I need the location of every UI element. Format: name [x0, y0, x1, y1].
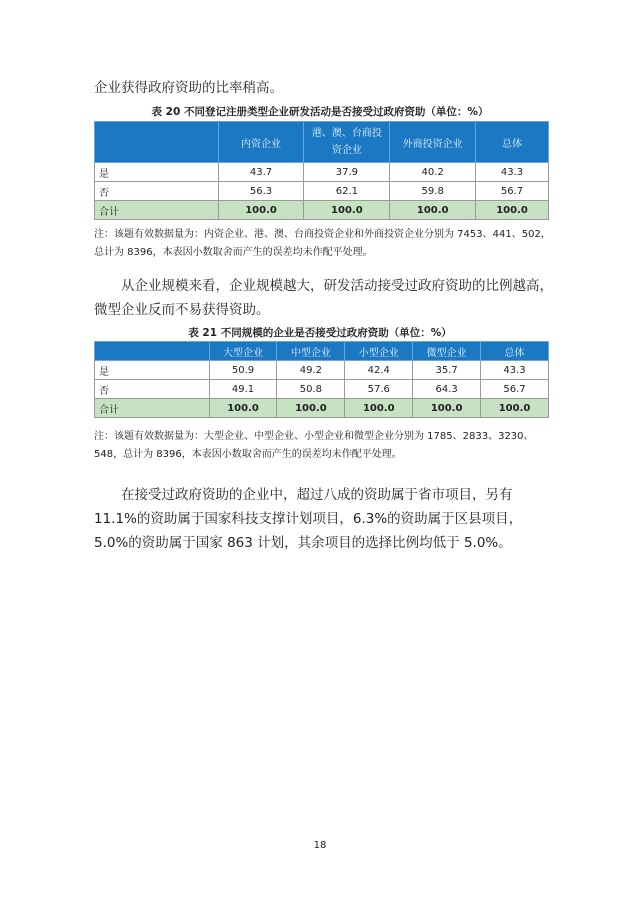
row-label: 合计	[95, 201, 219, 220]
header-cell: 内资企业	[218, 122, 304, 163]
table-row	[95, 163, 549, 182]
table-cell: 64.3	[413, 380, 481, 399]
table-cell: 35.7	[413, 361, 481, 380]
table-header-row	[95, 122, 549, 163]
table-cell: 100.0	[209, 399, 277, 418]
table-cell: 59.8	[390, 182, 476, 201]
row-label: 合计	[95, 399, 210, 418]
table-cell: 100.0	[390, 201, 476, 220]
row-label: 是	[95, 163, 219, 182]
table-21-caption: 表 21 不同规模的企业是否接受过政府资助（单位：%）	[188, 327, 452, 339]
table-cell: 57.6	[345, 380, 413, 399]
scale-paragraph: 从企业规模来看，企业规模越大，研发活动接受过政府资助的比例越高，微型企业反而不易获得资助。	[94, 278, 553, 318]
table-cell: 50.9	[209, 361, 277, 380]
table-cell: 40.2	[390, 163, 476, 182]
header-cell: 大型企业	[209, 342, 277, 361]
header-cell: 小型企业	[345, 342, 413, 361]
funding-paragraph: 在接受过政府资助的企业中，超过八成的资助属于省市项目，另有 11.1%的资助属于国家科技支撑计划项目，6.3%的资助属于区县项目，5.0%的资助属于国家 863 计划，其余项目的选择比例均低于 5.0%。	[94, 487, 523, 551]
table-total-row	[95, 399, 549, 418]
page-number: 18	[313, 840, 327, 851]
row-label: 是	[95, 361, 210, 380]
table-row	[95, 361, 549, 380]
table-cell: 43.7	[218, 163, 304, 182]
header-cell: 总体	[476, 122, 549, 163]
table-cell: 49.1	[209, 380, 277, 399]
header-cell: 港、澳、台商投资企业	[304, 122, 390, 163]
row-label: 否	[95, 182, 219, 201]
intro-paragraph: 企业获得政府资助的比率稍高。	[94, 80, 283, 96]
table-cell: 100.0	[413, 399, 481, 418]
header-cell: 微型企业	[413, 342, 481, 361]
table-cell: 100.0	[481, 399, 549, 418]
table-cell: 62.1	[304, 182, 390, 201]
table-cell: 37.9	[304, 163, 390, 182]
header-cell: 中型企业	[277, 342, 345, 361]
row-label: 否	[95, 380, 210, 399]
table-20-note: 注：该题有效数据量为：内资企业、港、澳、台商投资企业和外商投资企业分别为 7453、441、502，总计为 8396，本表因小数取舍而产生的误差均未作配平处理。	[94, 229, 551, 258]
table-cell: 56.7	[476, 182, 549, 201]
table-cell: 43.3	[481, 361, 549, 380]
table-21-note: 注：该题有效数据量为：大型企业、中型企业、小型企业和微型企业分别为 1785、2833、3230、548，总计为 8396，本表因小数取舍而产生的误差均未作配平处理。	[94, 431, 534, 460]
table-20-caption: 表 20 不同登记注册类型企业研发活动是否接受过政府资助（单位：%）	[151, 106, 489, 118]
header-cell: 外商投资企业	[390, 122, 476, 163]
table-cell: 43.3	[476, 163, 549, 182]
table-header-row	[95, 342, 549, 361]
header-cell	[95, 122, 219, 163]
table-cell: 49.2	[277, 361, 345, 380]
table-cell: 56.3	[218, 182, 304, 201]
table-total-row	[95, 201, 549, 220]
header-cell: 总体	[481, 342, 549, 361]
table-cell: 100.0	[218, 201, 304, 220]
table-cell: 100.0	[277, 399, 345, 418]
table-cell: 56.7	[481, 380, 549, 399]
table-20	[94, 121, 549, 220]
table-cell: 50.8	[277, 380, 345, 399]
table-21	[94, 341, 549, 418]
table-cell: 42.4	[345, 361, 413, 380]
header-cell	[95, 342, 210, 361]
table-row	[95, 380, 549, 399]
table-row	[95, 182, 549, 201]
table-cell: 100.0	[345, 399, 413, 418]
table-cell: 100.0	[304, 201, 390, 220]
table-cell: 100.0	[476, 201, 549, 220]
